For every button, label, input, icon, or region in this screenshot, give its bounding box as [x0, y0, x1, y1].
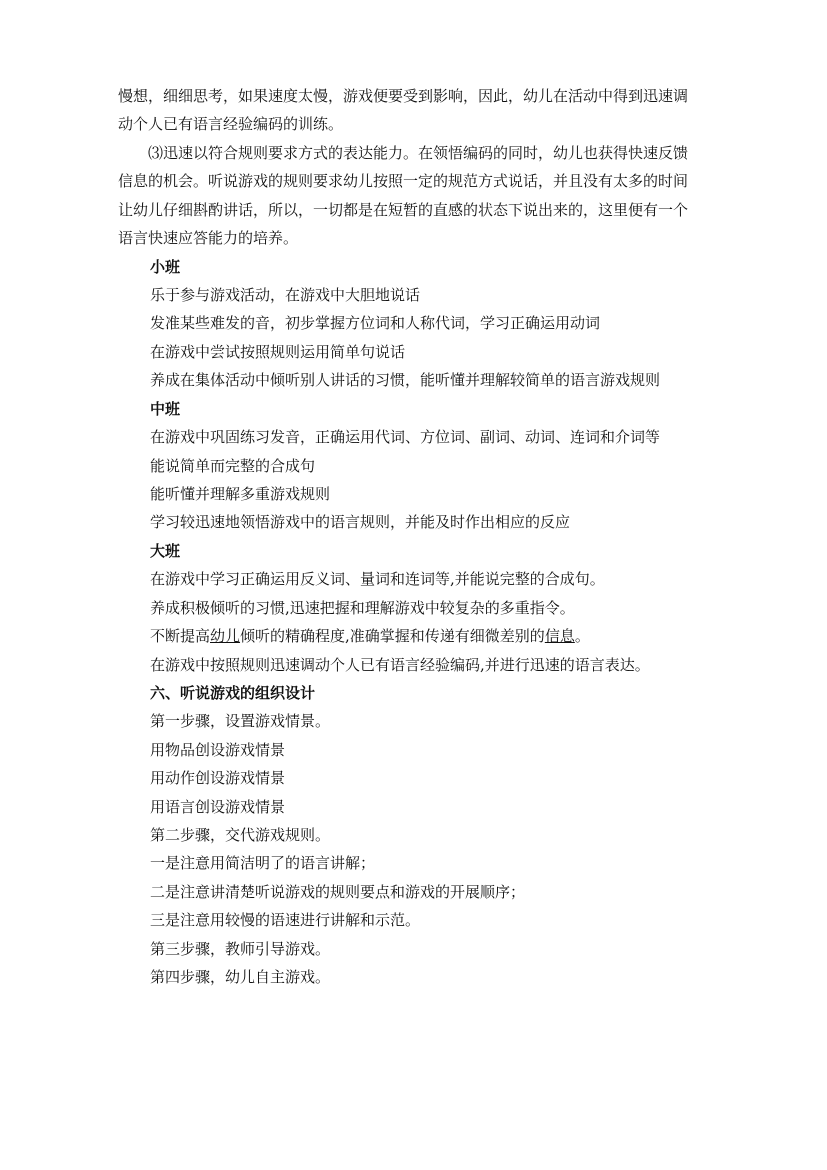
section6-heading: 六、听说游戏的组织设计	[150, 684, 316, 702]
small-class-item: 乐于参与游戏活动，在游戏中大胆地说话	[150, 286, 421, 304]
paragraph2-line2: 信息的机会。听说游戏的规则要求幼儿按照一定的规范方式说话，并且没有太多的时间	[118, 172, 689, 190]
small-class-item: 养成在集体活动中倾听别人讲话的习惯，能听懂并理解较简单的语言游戏规则	[150, 371, 661, 389]
link-xinxi[interactable]: 信息	[544, 627, 575, 645]
section6-item: 第一步骤，设置游戏情景。	[150, 712, 331, 730]
section6-item: 第四步骤，幼儿自主游戏。	[150, 968, 331, 986]
paragraph1-line2: 动个人已有语言经验编码的训练。	[118, 115, 344, 133]
section6-item: 二是注意讲清楚听说游戏的规则要点和游戏的开展顺序；	[150, 883, 526, 901]
section6-item: 三是注意用较慢的语速进行讲解和示范。	[150, 911, 421, 929]
middle-class-item: 学习较迅速地领悟游戏中的语言规则，并能及时作出相应的反应	[150, 513, 571, 531]
middle-class-heading: 中班	[150, 400, 181, 418]
section6-item: 用动作创设游戏情景	[150, 769, 286, 787]
link-youer[interactable]: 幼儿	[210, 627, 241, 645]
paragraph2-line3: 让幼儿仔细斟酌讲话，所以，一切都是在短暂的直感的状态下说出来的，这里便有一个	[118, 201, 689, 219]
middle-class-item: 能听懂并理解多重游戏规则	[150, 485, 331, 503]
section6-item: 用语言创设游戏情景	[150, 798, 286, 816]
large-class-item: 在游戏中按照规则迅速调动个人已有语言经验编码,并进行迅速的语言表达。	[150, 656, 650, 674]
paragraph1-line1: 慢想，细细思考，如果速度太慢，游戏便要受到影响，因此，幼儿在活动中得到迅速调	[118, 87, 689, 105]
small-class-item: 在游戏中尝试按照规则运用简单句说话	[150, 343, 406, 361]
section6-item: 第二步骤，交代游戏规则。	[150, 826, 331, 844]
section6-item: 用物品创设游戏情景	[150, 741, 286, 759]
small-class-item: 发准某些难发的音，初步掌握方位词和人称代词，学习正确运用动词	[150, 314, 601, 332]
large-class-item3-mid: 倾听的精确程度,准确掌握和传递有细微差别的	[240, 627, 545, 645]
large-class-item3-post: 。	[574, 627, 590, 645]
middle-class-item: 在游戏中巩固练习发音，正确运用代词、方位词、副词、动词、连词和介词等	[150, 428, 661, 446]
large-class-item3-pre: 不断提高	[150, 627, 211, 645]
large-class-item	[150, 626, 590, 646]
small-class-heading: 小班	[150, 258, 181, 276]
large-class-heading: 大班	[150, 542, 181, 560]
middle-class-item: 能说简单而完整的合成句	[150, 457, 316, 475]
large-class-item: 养成积极倾听的习惯,迅速把握和理解游戏中较复杂的多重指令。	[150, 599, 575, 617]
paragraph2-line4: 语言快速应答能力的培养。	[118, 229, 299, 247]
paragraph2-line1: ⑶迅速以符合规则要求方式的表达能力。在领悟编码的同时，幼儿也获得快速反馈	[148, 144, 689, 162]
section6-item: 第三步骤，教师引导游戏。	[150, 940, 331, 958]
large-class-item: 在游戏中学习正确运用反义词、量词和连词等,并能说完整的合成句。	[150, 570, 605, 588]
section6-item: 一是注意用简洁明了的语言讲解；	[150, 854, 376, 872]
